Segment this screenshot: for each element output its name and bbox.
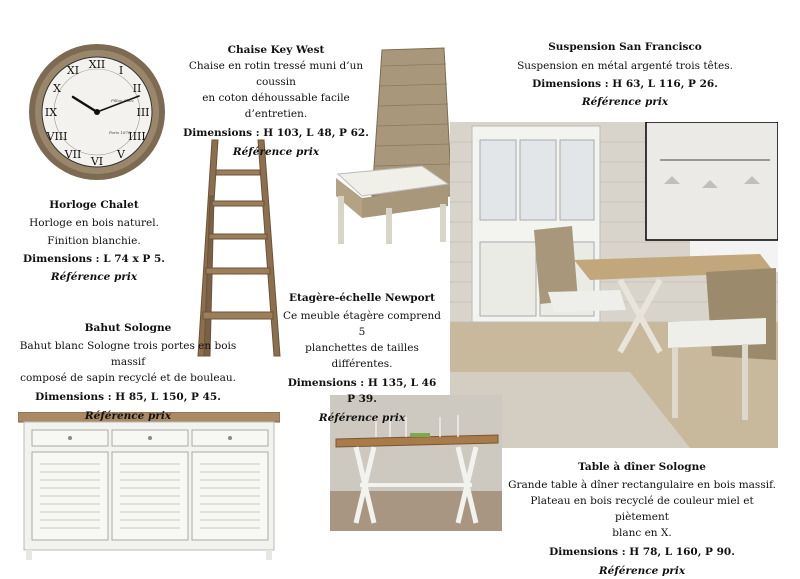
chaise-desc-1: Chaise en rotin tressé muni d’un coussin (188, 60, 364, 88)
horloge-block (4, 196, 184, 286)
numeral-1: I (118, 64, 124, 77)
bahut-ref: Référence prix (84, 410, 172, 422)
table-desc-1: Grande table à dîner rectangulaire en bois massif. (508, 479, 776, 491)
numeral-10: X (53, 82, 61, 95)
numeral-2: II (132, 82, 142, 95)
etagere-block (282, 290, 442, 426)
horloge-title: Horloge Chalet (49, 199, 139, 211)
numeral-8: VIII (46, 130, 68, 143)
suspension-title: Suspension San Francisco (548, 41, 702, 53)
etagere-title: Etagère-échelle Newport (289, 292, 435, 304)
numeral-6: VI (90, 155, 104, 168)
numeral-3: III (136, 106, 150, 119)
chaise-block (176, 42, 376, 160)
suspension-block (510, 39, 740, 110)
horloge-ref: Référence prix (50, 271, 138, 283)
bahut-dimensions: Dimensions : H 85, L 150, P 45. (35, 391, 221, 403)
chaise-ref: Référence prix (232, 146, 320, 158)
table-dimensions: Dimensions : H 78, L 160, P 90. (549, 546, 735, 558)
suspension-desc-1: Suspension en métal argenté trois têtes. (517, 60, 733, 72)
sideboard-image (18, 412, 280, 560)
etagere-desc-2: planchettes de tailles différentes. (305, 342, 419, 370)
bahut-block (8, 320, 248, 424)
suspension-dimensions: Dimensions : H 63, L 116, P 26. (532, 78, 718, 90)
etagere-desc-1: Ce meuble étagère comprend 5 (283, 310, 441, 338)
etagere-dimensions: Dimensions : H 135, L 46 P 39. (287, 377, 437, 405)
horloge-desc-1: Horloge en bois naturel. (29, 217, 159, 229)
chaise-title: Chaise Key West (227, 44, 325, 56)
horloge-desc-2: Finition blanchie. (47, 235, 141, 247)
clock-year: Paris 1870 (109, 130, 131, 135)
numeral-12: XII (88, 58, 106, 71)
numeral-9: IX (44, 106, 58, 119)
bahut-desc-2: composé de sapin recyclé et de bouleau. (20, 372, 236, 384)
numeral-11: XI (66, 64, 80, 77)
table-block (504, 459, 780, 579)
numeral-5: V (117, 148, 125, 161)
etagere-ref: Référence prix (318, 412, 406, 424)
numeral-7: VII (64, 148, 82, 161)
suspension-ref: Référence prix (581, 96, 669, 108)
chaise-dimensions: Dimensions : H 103, L 48, P 62. (183, 127, 369, 139)
clock-brand: Pillon Chez (111, 98, 134, 103)
bahut-desc-1: Bahut blanc Sologne trois portes en bois massif (19, 340, 237, 368)
table-desc-3: blanc en X. (612, 527, 672, 539)
table-desc-2: Plateau en bois recyclé de couleur miel et piètement (530, 495, 754, 523)
horloge-dimensions: Dimensions : L 74 x P 5. (23, 253, 165, 265)
table-ref: Référence prix (598, 565, 686, 577)
table-title: Table à dîner Sologne (578, 461, 706, 473)
numeral-4: IIII (128, 130, 146, 143)
bahut-title: Bahut Sologne (84, 322, 172, 334)
clock-image (27, 42, 167, 182)
chaise-desc-2: en coton déhoussable facile d’entretien. (202, 92, 350, 120)
